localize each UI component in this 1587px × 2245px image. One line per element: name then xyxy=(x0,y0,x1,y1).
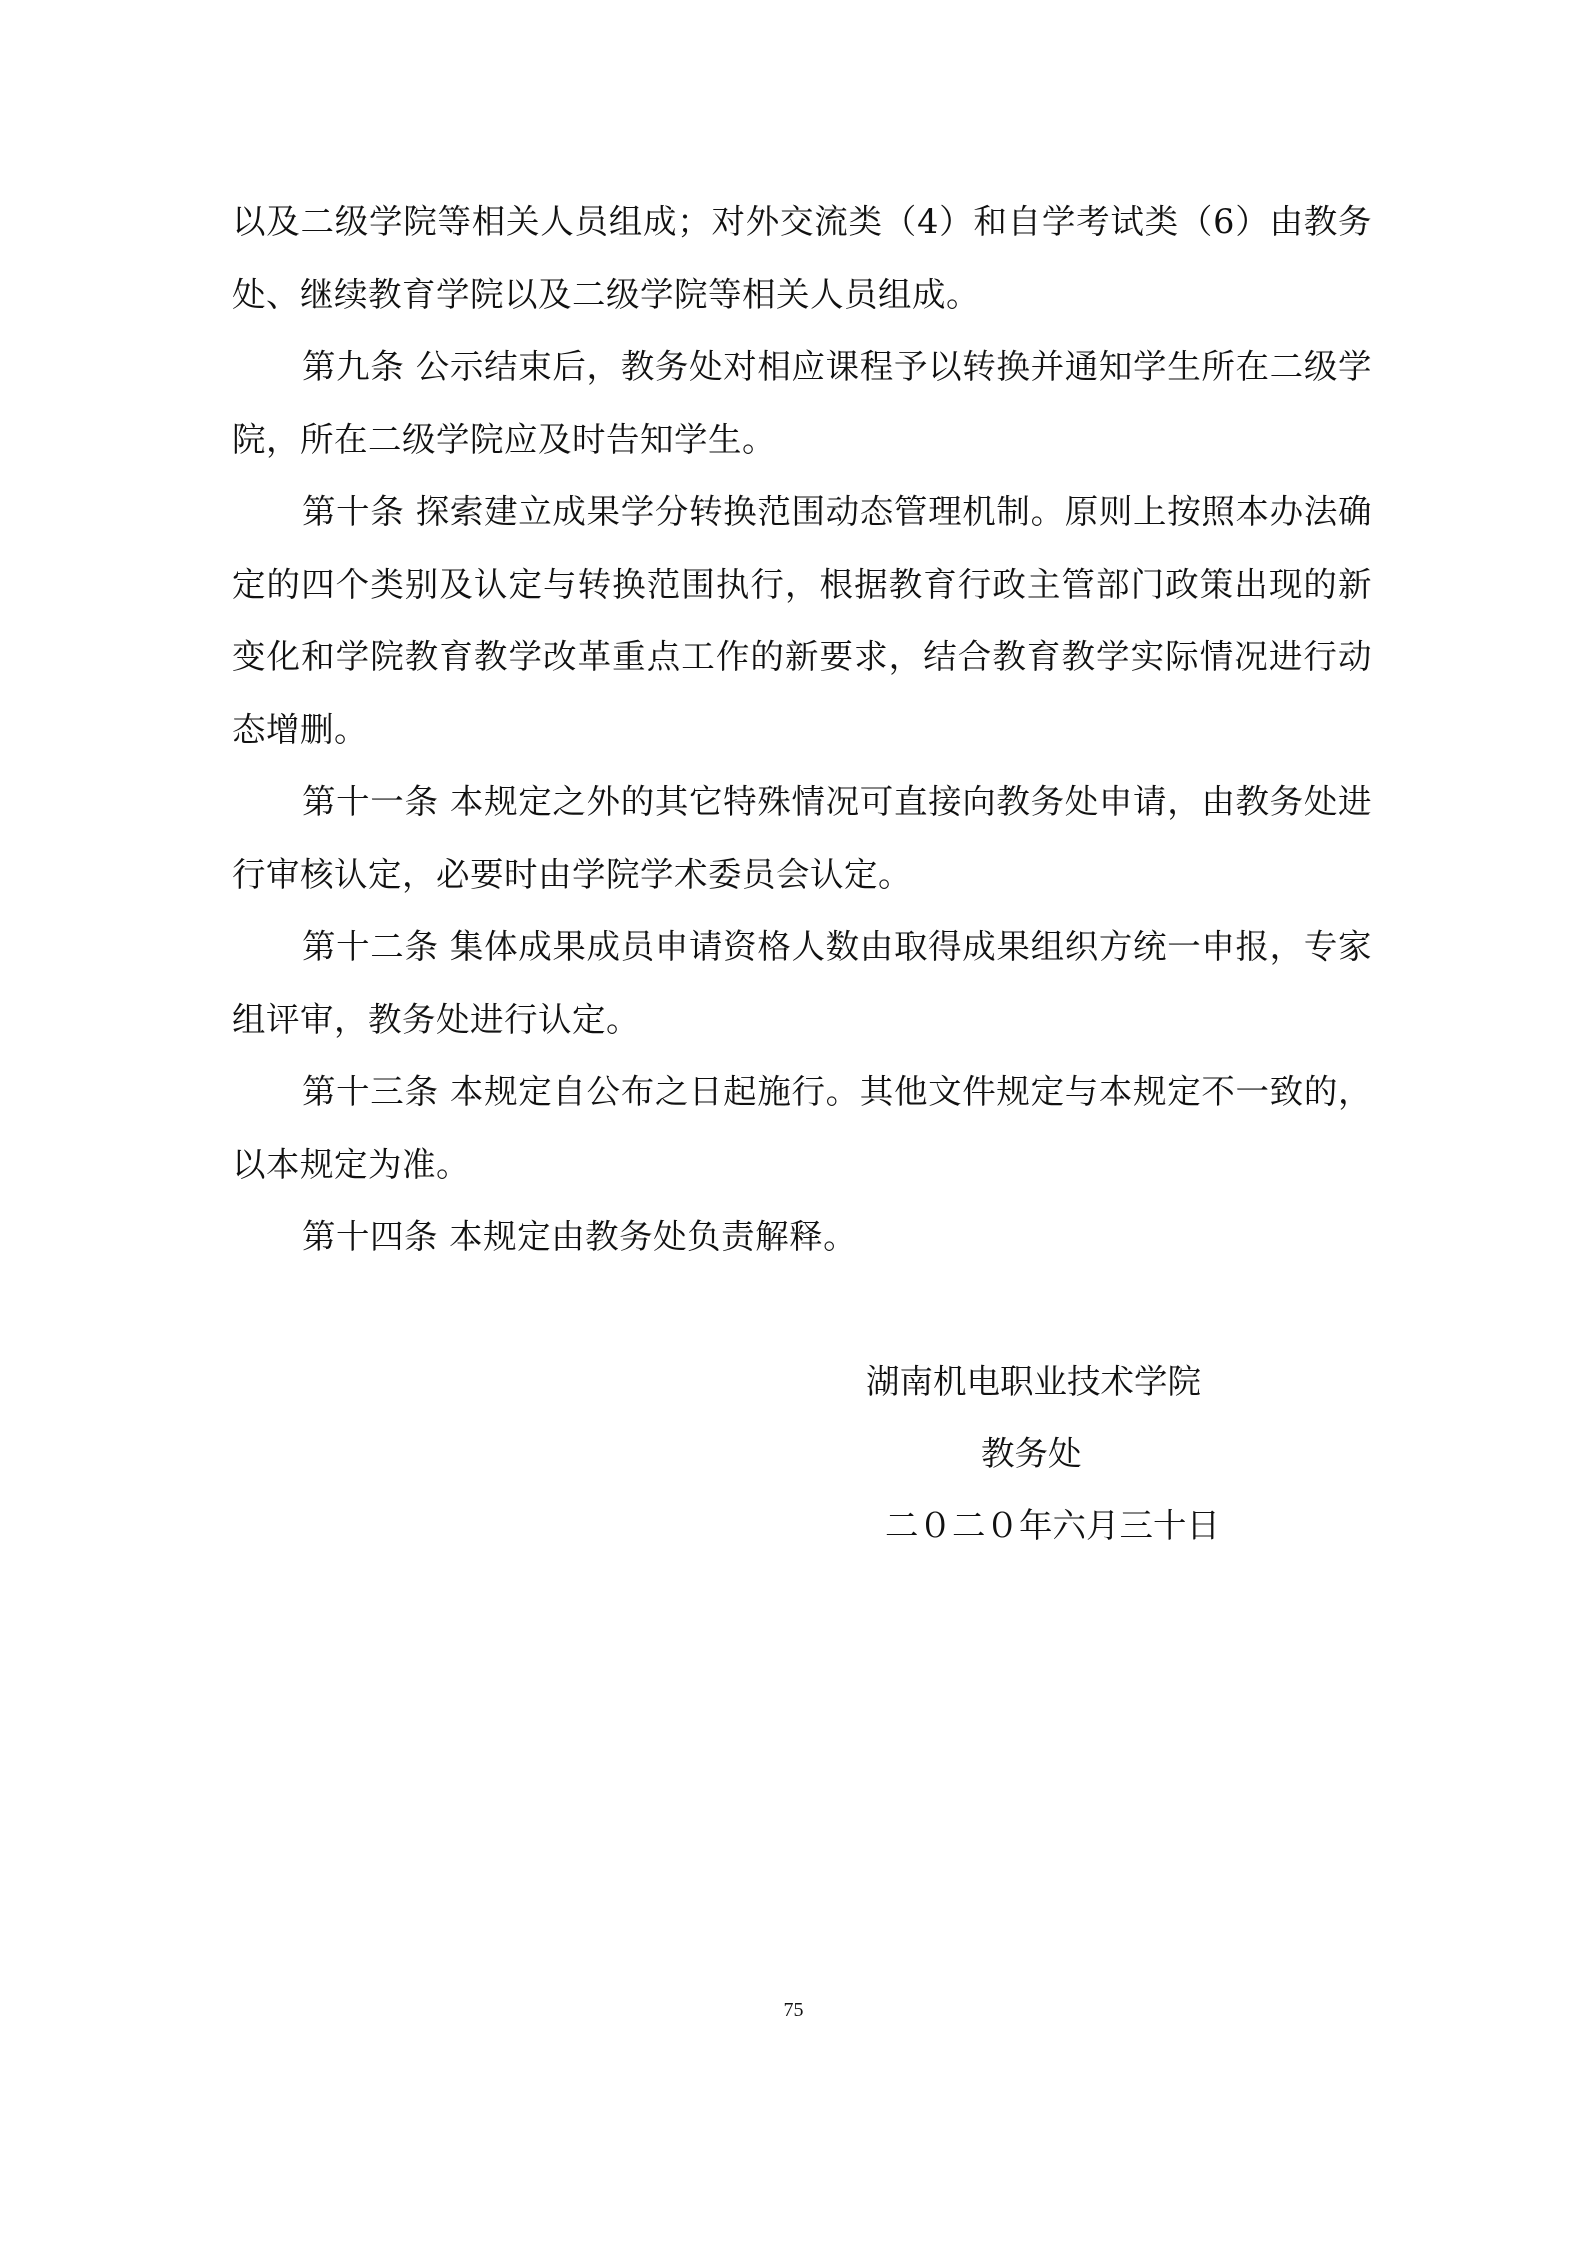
signature-date: 二０二０年六月三十日 xyxy=(885,1506,1220,1545)
article-13-paragraph: 第十三条 本规定自公布之日起施行。其他文件规定与本规定不一致的，以本规定为准。 xyxy=(232,1072,1372,1184)
article-12-paragraph: 第十二条 集体成果成员申请资格人数由取得成果组织方统一申报，专家组评审，教务处进行认定。 xyxy=(232,927,1372,1039)
article-14-paragraph: 第十四条 本规定由教务处负责解释。 xyxy=(302,1217,858,1256)
article-10-paragraph: 第十条 探索建立成果学分转换范围动态管理机制。原则上按照本办法确定的四个类别及认定与转换范围执行，根据教育行政主管部门政策出现的新变化和学院教育教学改革重点工作的新要求，结合教育教学实际情况进行动态增删。 xyxy=(232,492,1372,749)
document-body xyxy=(232,186,1372,1274)
article-11-paragraph: 第十一条 本规定之外的其它特殊情况可直接向教务处申请，由教务处进行审核认定，必要时由学院学术委员会认定。 xyxy=(232,782,1372,894)
signature-department: 教务处 xyxy=(981,1434,1082,1473)
page-number: 75 xyxy=(783,1999,804,2021)
paragraph-continuation: 以及二级学院等相关人员组成；对外交流类（4）和自学考试类（6）由教务处、继续教育学院以及二级学院等相关人员组成。 xyxy=(232,202,1372,314)
article-9-paragraph: 第九条 公示结束后，教务处对相应课程予以转换并通知学生所在二级学院，所在二级学院应及时告知学生。 xyxy=(232,347,1372,459)
signature-organization: 湖南机电职业技术学院 xyxy=(866,1362,1201,1401)
